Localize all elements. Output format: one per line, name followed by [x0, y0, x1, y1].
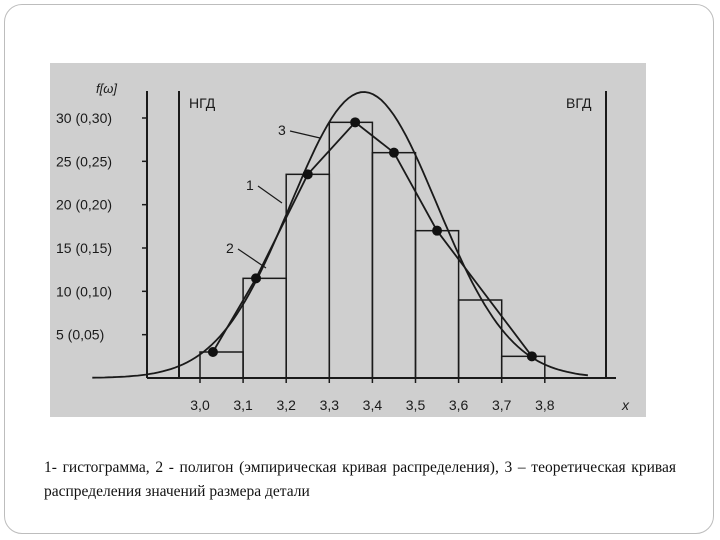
x-tick-label: 3,1	[233, 397, 253, 413]
y-tick-label: 20 (0,20)	[56, 196, 113, 213]
limit-label: ВГД	[566, 95, 592, 111]
x-axis-label: x	[622, 397, 629, 413]
annotation-leader	[238, 249, 266, 268]
polygon-point	[350, 117, 360, 127]
polygon-point	[251, 273, 261, 283]
x-tick-label: 3,2	[276, 397, 296, 413]
polygon-point	[432, 226, 442, 236]
y-tick-label: 10 (0,10)	[56, 283, 113, 300]
y-tick-label: 25 (0,25)	[56, 153, 113, 170]
annotation-leader	[290, 131, 320, 138]
y-tick-label: 30 (0,30)	[56, 110, 113, 126]
x-tick-label: 3,6	[448, 397, 469, 413]
annotation-leader	[258, 186, 282, 203]
polygon-point	[527, 351, 537, 361]
polygon-point	[303, 169, 313, 179]
x-tick-label: 3,7	[491, 397, 512, 413]
polygon-point	[389, 148, 399, 158]
histogram-bar	[416, 231, 459, 378]
polygon-point	[208, 347, 218, 357]
annotation-label-2: 2	[226, 240, 234, 256]
histogram-bar	[502, 356, 545, 378]
annotation-label-1: 1	[246, 177, 254, 193]
histogram-bar	[459, 300, 502, 378]
x-tick-label: 3,0	[190, 397, 210, 413]
y-tick-label: 15 (0,15)	[56, 240, 113, 256]
theoretical-curve	[92, 92, 588, 378]
figure-caption: 1- гистограмма, 2 - полигон (эмпирическая кривая распределения), 3 – теоретическая кривая распределения значений размера детали	[44, 459, 676, 500]
x-tick-label: 3,5	[405, 397, 426, 413]
histogram-bar	[200, 352, 243, 378]
x-tick-label: 3,4	[362, 397, 383, 413]
histogram-bar	[329, 122, 372, 378]
distribution-chart	[50, 63, 646, 417]
annotation-label-3: 3	[278, 122, 286, 138]
limit-label: НГД	[189, 95, 216, 111]
y-tick-label: 5 (0,05)	[56, 326, 105, 343]
x-tick-label: 3,3	[319, 397, 340, 413]
histogram-bar	[372, 153, 415, 378]
figure-panel	[50, 63, 646, 417]
y-axis-label: f[ω]	[96, 81, 117, 96]
x-tick-label: 3,8	[535, 397, 555, 413]
